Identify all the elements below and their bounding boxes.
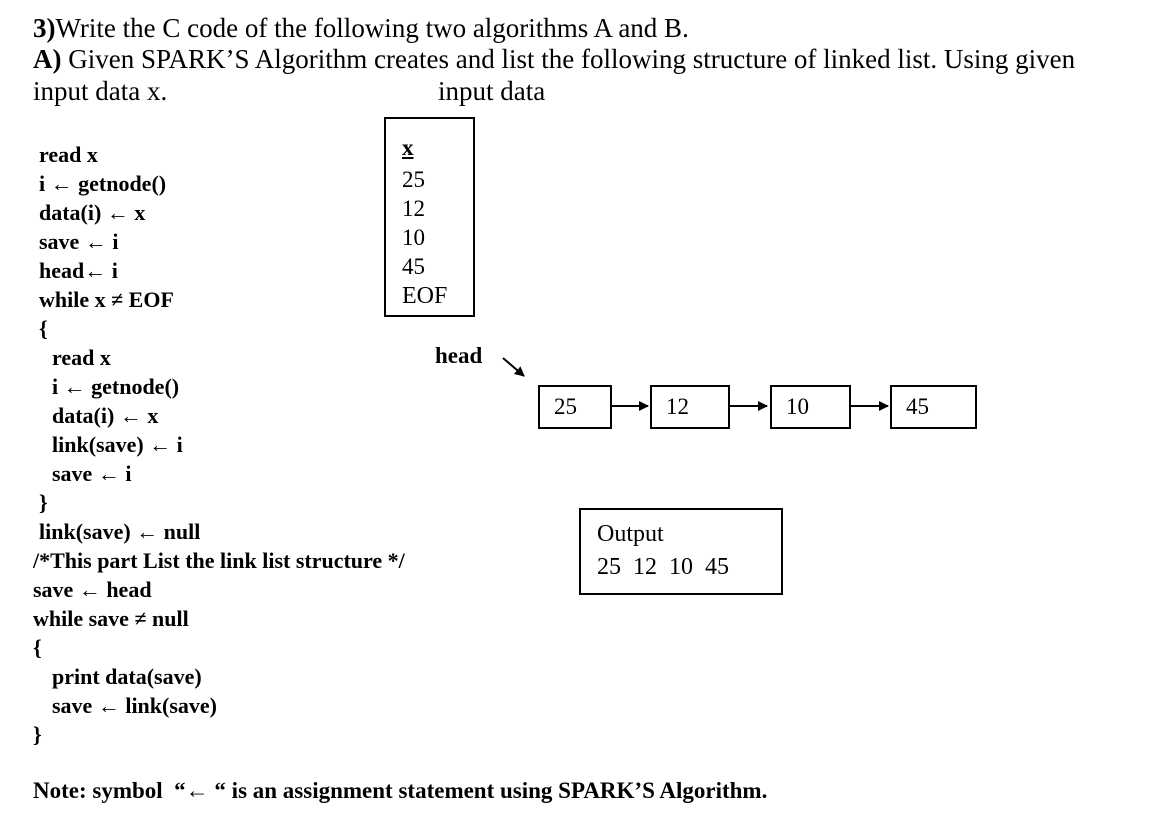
list-node: 10 <box>770 385 851 429</box>
code-line: while save ≠ null <box>33 606 189 631</box>
code-line: data(i) ← x <box>52 403 159 428</box>
code-line: i ← getnode() <box>52 374 180 399</box>
code-line: head← i <box>39 258 118 283</box>
input-data-caption: input data <box>438 76 546 106</box>
code-line: i ← getnode() <box>39 171 167 196</box>
code-line: while x ≠ EOF <box>39 287 174 312</box>
code-line: read x <box>39 142 98 167</box>
code-line: save ← link(save) <box>52 693 217 718</box>
input-value: EOF <box>402 283 448 309</box>
head-label: head <box>435 343 483 368</box>
output-title: Output <box>597 521 664 547</box>
note-text: Note: symbol “← “ is an assignment statement using SPARK’S Algorithm. <box>33 778 768 803</box>
code-line: save ← i <box>39 229 119 254</box>
code-line: save ← head <box>33 577 152 602</box>
output-box <box>579 508 783 595</box>
code-line: data(i) ← x <box>39 200 146 225</box>
input-header: x <box>402 135 414 160</box>
list-node: 12 <box>650 385 730 429</box>
input-value: 12 <box>402 196 425 221</box>
list-node: 45 <box>890 385 977 429</box>
question-title-text: Write the C code of the following two algorithms A and B. <box>55 13 689 43</box>
code-line: link(save) ← i <box>52 432 183 457</box>
part-text-line1: Given SPARK’S Algorithm creates and list the following structure of linked list. Using given <box>68 44 1076 74</box>
input-value: 45 <box>402 254 425 279</box>
code-comment: /*This part List the link list structure */ <box>33 548 405 573</box>
output-values: 25 12 10 45 <box>597 554 729 580</box>
code-line: { <box>33 635 42 660</box>
part-label: A) <box>33 44 62 74</box>
code-line: } <box>33 722 42 747</box>
code-line: save ← i <box>52 461 132 486</box>
code-line: print data(save) <box>52 664 202 689</box>
code-line: link(save) ← null <box>39 519 201 544</box>
code-line: } <box>39 490 48 515</box>
part-text-line2: input data x. <box>33 76 168 106</box>
code-line: { <box>39 316 48 341</box>
question-number: 3) <box>33 13 56 43</box>
input-value: 10 <box>402 225 425 250</box>
code-line: read x <box>52 345 111 370</box>
input-value: 25 <box>402 167 425 192</box>
head-pointer-arrow <box>503 358 524 376</box>
list-node: 25 <box>538 385 612 429</box>
